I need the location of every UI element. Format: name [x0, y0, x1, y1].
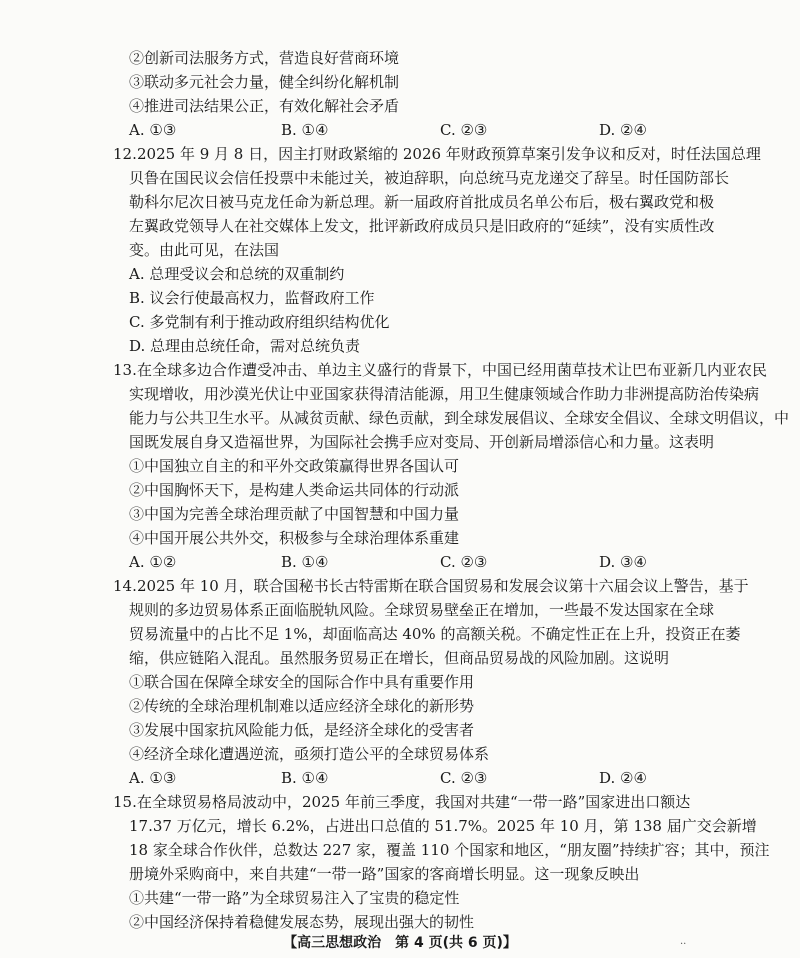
q12-choice-b: B. 议会行使最高权力，监督政府工作 — [129, 289, 375, 307]
q12-stem-1 — [137, 144, 761, 164]
q12-stem-1-text: 2025 年 9 月 8 日，因主打财政紧缩的 2026 年财政预算草案引发争议和反对，时任法国总理 — [137, 145, 761, 163]
q14-option-a: A. ①③ — [129, 769, 177, 787]
q15-item-1: ①共建“一带一路”为全球贸易注入了宝贵的稳定性 — [129, 889, 460, 907]
q11-option-c: C. ②③ — [440, 121, 488, 139]
q15-stem-2: 17.37 万亿元，增长 6.2%，占进出口总值的 51.7%。2025 年 10 月，第 138 届广交会新增 — [129, 817, 757, 835]
q13-stem-3: 能力与公共卫生水平。从减贫贡献、绿色贡献，到全球发展倡议、全球安全倡议、全球文明倡议，中 — [129, 409, 790, 427]
q12-choice-d: D. 总理由总统任命，需对总统负责 — [129, 337, 361, 355]
q15-stem-3: 18 家全球合作伙伴，总数达 227 家，覆盖 110 个国家和地区，“朋友圈”持续扩容；其中，预注 — [129, 841, 770, 859]
q14-item-1: ①联合国在保障全球安全的国际合作中具有重要作用 — [129, 673, 475, 691]
q14-item-4: ④经济全球化遭遇逆流，亟须打造公平的全球贸易体系 — [129, 745, 490, 763]
q14-stem-4: 缩，供应链陷入混乱。虽然服务贸易正在增长，但商品贸易战的风险加剧。这说明 — [129, 649, 670, 667]
q11-item-3: ③联动多元社会力量，健全纠纷化解机制 — [129, 73, 400, 91]
q12-number: 12. — [113, 145, 137, 163]
q14-stem-2: 规则的多边贸易体系正面临脱轨风险。全球贸易壁垒正在增加，一些最不发达国家在全球 — [129, 601, 715, 619]
q14-options — [129, 768, 689, 788]
q12-stem-5: 变。由此可见，在法国 — [129, 241, 280, 259]
q15-item-2: ②中国经济保持着稳健发展态势，展现出强大的韧性 — [129, 913, 475, 931]
q13-option-c: C. ②③ — [440, 553, 488, 571]
q11-item-4: ④推进司法结果公正，有效化解社会矛盾 — [129, 97, 400, 115]
q12-choice-a: A. 总理受议会和总统的双重制约 — [129, 265, 345, 283]
q13-option-a: A. ①② — [129, 553, 177, 571]
q13-item-1: ①中国独立自主的和平外交政策赢得世界各国认可 — [129, 457, 460, 475]
q13-stem-4: 国既发展自身又造福世界，为国际社会携手应对变局、开创新局增添信心和力量。这表明 — [129, 433, 715, 451]
q15-number: 15. — [113, 793, 137, 811]
q11-item-2: ②创新司法服务方式，营造良好营商环境 — [129, 49, 400, 67]
q13-option-b: B. ①④ — [281, 553, 329, 571]
q13-item-3: ③中国为完善全球治理贡献了中国智慧和中国力量 — [129, 505, 460, 523]
q13-number: 13. — [113, 361, 137, 379]
q13-option-d: D. ③④ — [599, 553, 647, 571]
q14-stem-3: 贸易流量中的占比不足 1%，却面临高达 40% 的高额关税。不确定性正在上升，投资正在萎 — [129, 625, 741, 643]
q14-stem-1: 2025 年 10 月，联合国秘书长古特雷斯在联合国贸易和发展会议第十六届会议上警告，基于 — [137, 577, 749, 595]
q15-stem-4: 册境外采购商中，来自共建“一带一路”国家的客商增长明显。这一现象反映出 — [129, 865, 640, 883]
q11-option-d: D. ②④ — [599, 121, 647, 139]
q14-item-2: ②传统的全球治理机制难以适应经济全球化的新形势 — [129, 697, 475, 715]
q11-options — [129, 120, 689, 140]
q14-item-3: ③发展中国家抗风险能力低，是经济全球化的受害者 — [129, 721, 475, 739]
q11-option-a: A. ①③ — [129, 121, 177, 139]
q14-option-c: C. ②③ — [440, 769, 488, 787]
q13-item-2: ②中国胸怀天下，是构建人类命运共同体的行动派 — [129, 481, 460, 499]
q14-number: 14. — [113, 577, 137, 595]
corner-mark: .. — [680, 936, 687, 947]
q12-choice-c: C. 多党制有利于推动政府组织结构优化 — [129, 313, 390, 331]
page-footer: 【高三思想政治 第 4 页(共 6 页)】 — [283, 935, 517, 951]
q14-option-b: B. ①④ — [281, 769, 329, 787]
q12-stem-2: 贝鲁在国民议会信任投票中未能过关，被迫辞职，向总统马克龙递交了辞呈。时任国防部长 — [129, 169, 730, 187]
q12-stem-3: 勒科尔尼次日被马克龙任命为新总理。新一届政府首批成员名单公布后，极右翼政党和极 — [129, 193, 715, 211]
q15-stem-1: 在全球贸易格局波动中，2025 年前三季度，我国对共建“一带一路”国家进出口额达 — [137, 793, 691, 811]
q13-item-4: ④中国开展公共外交，积极参与全球治理体系重建 — [129, 529, 460, 547]
q13-stem-1: 在全球多边合作遭受冲击、单边主义盛行的背景下，中国已经用菌草技术让巴布亚新几内亚农民 — [137, 361, 768, 379]
q13-stem-2: 实现增收，用沙漠光伏让中亚国家获得清洁能源，用卫生健康领域合作助力非洲提高防治传染病 — [129, 385, 760, 403]
q13-options — [129, 552, 689, 572]
q12-stem-4: 左翼政党领导人在社交媒体上发文，批评新政府成员只是旧政府的“延续”，没有实质性改 — [129, 217, 715, 235]
q14-option-d: D. ②④ — [599, 769, 647, 787]
q11-option-b: B. ①④ — [281, 121, 329, 139]
